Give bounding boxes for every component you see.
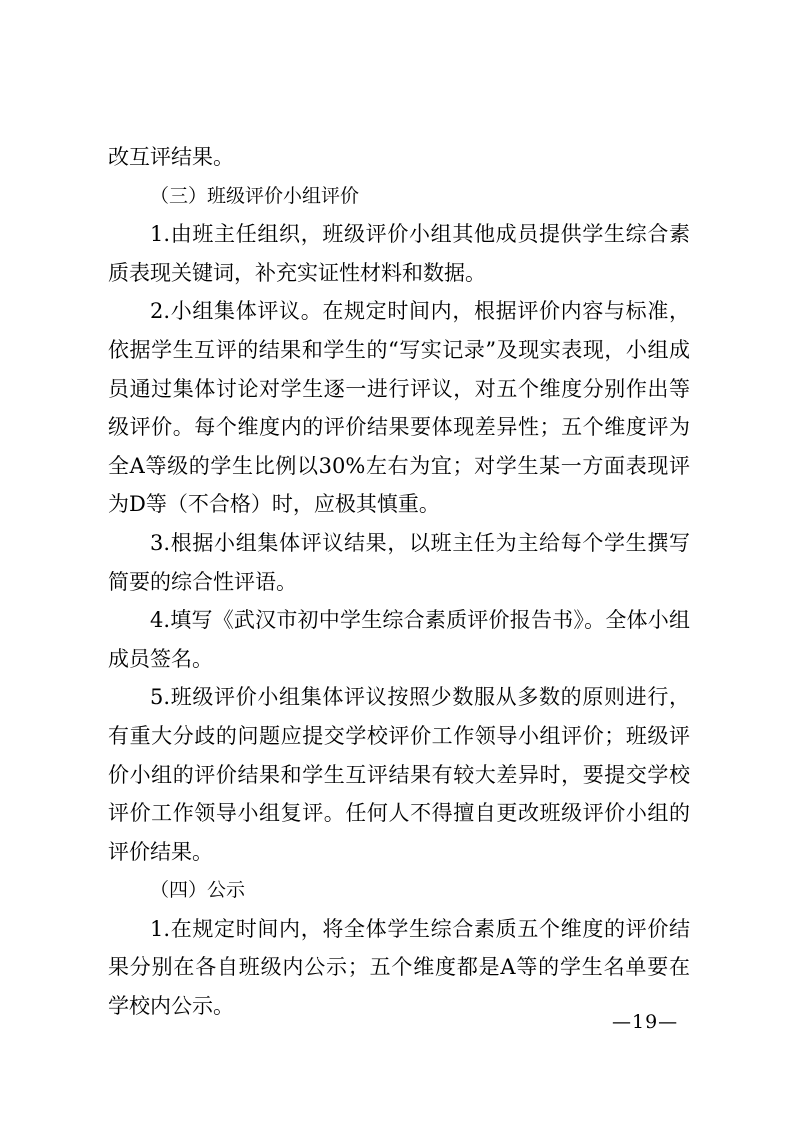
document-body	[108, 138, 690, 1026]
paragraph-item-5: 5.班级评价小组集体评议按照少数服从多数的原则进行，有重大分歧的问题应提交学校评价工作领导小组评价；班级评价小组的评价结果和学生互评结果有较大差异时，要提交学校评价工作领导小组复评。任何人不得擅自更改班级评价小组的评价结果。	[108, 685, 690, 864]
page-number: —19—	[612, 1011, 679, 1033]
paragraph-item-4: 4.填写《武汉市初中学生综合素质评价报告书》。全体小组成员签名。	[108, 608, 690, 671]
paragraph-item-publicity-1: 1.在规定时间内，将全体学生综合素质五个维度的评价结果分别在各自班级内公示；五个维度都是A等的学生名单要在学校内公示。	[108, 916, 690, 1019]
paragraph-item-2: 2.小组集体评议。在规定时间内，根据评价内容与标准，依据学生互评的结果和学生的“写实记录”及现实表现，小组成员通过集体讨论对学生逐一进行评议，对五个维度分别作出等级评价。每个维度内的评价结果要体现差异性；五个维度评为全A等级的学生比例以30%左右为宜；对学生某一方面表现评为D等（不合格）时，应极其慎重。	[108, 299, 690, 517]
section-heading-3: （三）班级评价小组评价	[150, 184, 360, 207]
paragraph-item-3: 3.根据小组集体评议结果，以班主任为主给每个学生撰写简要的综合性评语。	[108, 530, 690, 594]
paragraph-continuation: 改互评结果。	[108, 145, 234, 169]
paragraph-item-1: 1.由班主任组织，班级评价小组其他成员提供学生综合素质表现关键词，补充实证性材料和数据。	[108, 222, 690, 285]
section-heading-4: （四）公示	[150, 879, 246, 902]
